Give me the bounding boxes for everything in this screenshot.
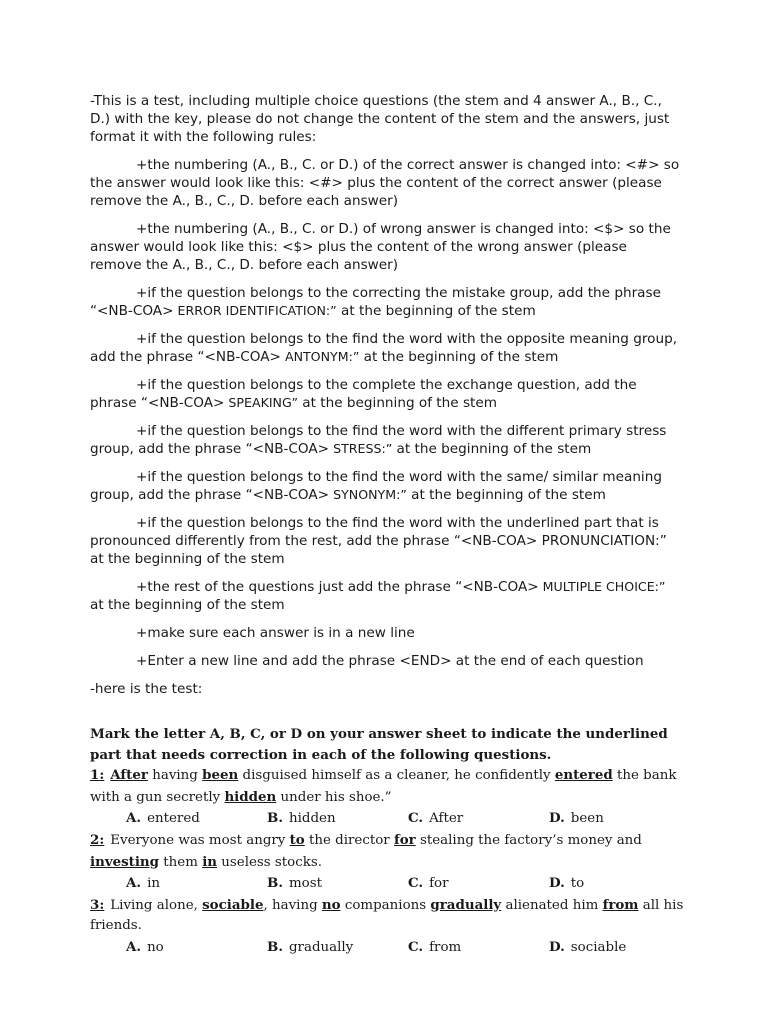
answer-text: no — [147, 939, 164, 955]
rule-tag: SYNONYM:” — [329, 487, 407, 502]
rule-text: +make sure each answer is in a new line — [136, 625, 415, 641]
answer-letter: D. — [549, 810, 565, 827]
rule-item — [90, 156, 680, 210]
instructions-intro: -This is a test, including multiple choice questions (the stem and 4 answer A., B., C., D.) with the key, please do not change the content of the stem and the answers, just format it with the following rules: — [90, 93, 670, 145]
stem-text: companions — [340, 897, 431, 913]
rule-text: +the rest of the questions just add the phrase “<NB-COA> — [136, 579, 539, 595]
answer-text: hidden — [288, 811, 336, 827]
rule-text: +the numbering (A., B., C. or D.) of the correct answer is changed into: <#> so the answer would look like this: <#> plus the content of the correct answer (please remove the A., B., C., D. before each answer) — [90, 157, 680, 209]
question — [90, 765, 690, 830]
rule-text-end: at the beginning of the stem — [392, 441, 592, 457]
answer-option — [267, 808, 408, 830]
underlined-part: to — [289, 831, 305, 848]
rule-tag: MULTIPLE CHOICE:” — [538, 579, 666, 594]
rule-tag: STRESS:” — [329, 441, 393, 456]
answer-letter: D. — [549, 938, 565, 955]
questions-list — [90, 765, 690, 958]
rule-text: +the numbering (A., B., C. or D.) of wrong answer is changed into: <$> so the answer would look like this: <$> plus the content of the wrong answer (please remove the A., B., C., D. before each answer) — [90, 221, 671, 273]
underlined-part: sociable — [202, 896, 264, 913]
underlined-part: for — [393, 831, 416, 848]
rule-item — [90, 624, 680, 642]
rule-text-end: at the beginning of the stem — [336, 303, 536, 319]
answer-letter: A. — [126, 938, 142, 955]
answer-options — [90, 873, 690, 895]
answer-text: from — [429, 939, 462, 955]
rule-item — [90, 422, 680, 458]
rule-item — [90, 220, 680, 274]
question-number: 3: — [90, 896, 105, 913]
question-stem — [90, 830, 690, 873]
instructions-block — [90, 92, 680, 708]
stem-text: the director — [304, 832, 394, 848]
answer-option — [549, 937, 690, 959]
answer-letter: C. — [408, 875, 424, 892]
underlined-part: investing — [90, 853, 160, 870]
underlined-part: hidden — [224, 788, 277, 805]
answer-letter: D. — [549, 875, 565, 892]
test-heading: Mark the letter A, B, C, or D on your answer sheet to indicate the underlined part that needs correction in each of the following questions. — [90, 726, 668, 763]
rules-list — [90, 156, 680, 670]
answer-text: for — [429, 876, 449, 892]
answer-text: to — [570, 876, 585, 892]
answer-option — [408, 937, 549, 959]
answer-letter: B. — [267, 810, 283, 827]
answer-letter: C. — [408, 938, 424, 955]
rule-text: +if the question belongs to the find the word with the underlined part that is pronounced differently from the rest, add the phrase “<NB-COA> PRONUNCIATION:” at the beginning of the stem — [90, 515, 667, 567]
stem-text: Living alone, — [110, 897, 203, 913]
stem-text: useless stocks. — [217, 854, 322, 870]
rule-text-end: at the beginning of the stem — [90, 597, 285, 613]
stem-text: all his friends. — [90, 897, 684, 934]
answer-option — [408, 873, 549, 895]
rule-tag: ERROR IDENTIFICATION:” — [173, 303, 337, 318]
stem-text: stealing the factory’s money and — [415, 832, 642, 848]
answer-option — [126, 808, 267, 830]
answer-options — [90, 808, 690, 830]
stem-text: having — [147, 768, 203, 784]
question-stem — [90, 895, 690, 937]
answer-option — [126, 873, 267, 895]
rule-tag: SPEAKING” — [224, 395, 298, 410]
rule-text: +if the question belongs to the find the word with the different primary stress group, add the phrase “<NB-COA> — [90, 423, 667, 457]
test-block — [90, 724, 690, 959]
rule-text: +if the question belongs to the find the word with the opposite meaning group, add the phrase “<NB-COA> — [90, 331, 678, 365]
answer-letter: A. — [126, 875, 142, 892]
answer-letter: B. — [267, 938, 283, 955]
underlined-part: no — [321, 896, 341, 913]
underlined-part: After — [110, 767, 148, 784]
rule-tag: ANTONYM:” — [280, 349, 360, 364]
answer-text: gradually — [288, 939, 354, 955]
underlined-part: gradually — [430, 896, 502, 913]
answer-options — [90, 937, 690, 959]
rule-text-end: at the beginning of the stem — [359, 349, 559, 365]
question-stem — [90, 765, 690, 808]
stem-text: them — [159, 854, 203, 870]
answer-text: been — [570, 811, 604, 827]
rule-text: +Enter a new line and add the phrase <END> at the end of each question — [136, 653, 644, 669]
answer-option — [267, 937, 408, 959]
stem-text: under his shoe.” — [276, 789, 392, 805]
stem-text: disguised himself as a cleaner, he confidently — [238, 768, 555, 784]
rule-item — [90, 652, 680, 670]
rule-item — [90, 284, 680, 320]
instructions-outro: -here is the test: — [90, 681, 203, 697]
rule-item — [90, 468, 680, 504]
question — [90, 895, 690, 959]
underlined-part: in — [202, 853, 218, 870]
answer-option — [549, 873, 690, 895]
stem-text: Everyone was most angry — [110, 832, 290, 848]
question-number: 2: — [90, 831, 105, 848]
stem-text: alienated him — [501, 897, 603, 913]
rule-text: +if the question belongs to the complete the exchange question, add the phrase “<NB-COA> — [90, 377, 637, 411]
answer-option — [408, 808, 549, 830]
rule-item — [90, 578, 680, 614]
answer-option — [549, 808, 690, 830]
rule-item — [90, 376, 680, 412]
underlined-part: from — [602, 896, 639, 913]
answer-text: After — [429, 811, 464, 827]
stem-text: the bank with a gun secretly — [90, 768, 677, 805]
rule-text: +if the question belongs to the correcting the mistake group, add the phrase “<NB-COA> — [90, 285, 661, 319]
answer-text: sociable — [570, 939, 627, 955]
rule-item — [90, 330, 680, 366]
rule-item — [90, 514, 680, 568]
answer-option — [267, 873, 408, 895]
answer-letter: A. — [126, 810, 142, 827]
rule-text-end: at the beginning of the stem — [297, 395, 497, 411]
answer-letter: B. — [267, 875, 283, 892]
stem-text: , having — [263, 897, 322, 913]
answer-text: in — [147, 876, 160, 892]
underlined-part: been — [202, 767, 239, 784]
rule-text-end: at the beginning of the stem — [406, 487, 606, 503]
answer-letter: C. — [408, 810, 424, 827]
answer-option — [126, 937, 267, 959]
question-number: 1: — [90, 767, 105, 784]
rule-text: +if the question belongs to the find the word with the same/ similar meaning group, add the phrase “<NB-COA> — [90, 469, 662, 503]
question — [90, 830, 690, 895]
answer-text: entered — [147, 811, 200, 827]
answer-text: most — [288, 876, 322, 892]
underlined-part: entered — [554, 767, 613, 784]
